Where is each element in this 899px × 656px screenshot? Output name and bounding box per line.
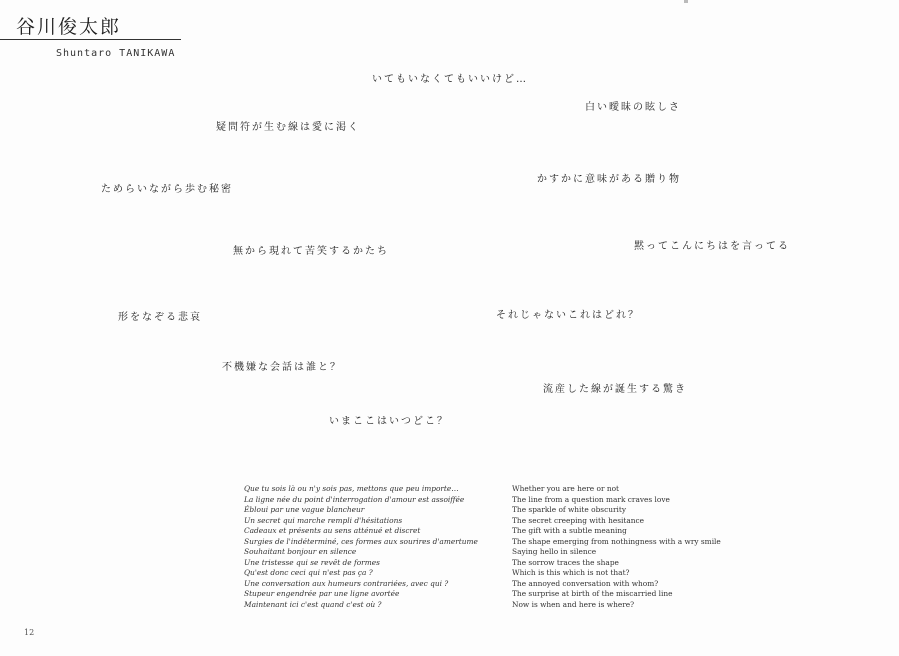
author-name-en: Shuntaro TANIKAWA (56, 48, 176, 59)
poem-english-column (512, 484, 721, 610)
page-number: 12 (24, 628, 35, 637)
poem-jp-line: 形をなぞる悲哀 (118, 312, 202, 323)
poem-jp-line: 不機嫌な会話は誰と？ (222, 362, 342, 373)
author-name-jp: 谷川俊太郎 (16, 16, 122, 38)
poem-en-line: The surprise at birth of the miscarried line (512, 589, 673, 598)
poem-fr-line: Souhaitant bonjour en silence (244, 547, 357, 556)
scan-mark (684, 0, 688, 3)
poem-en-line: The annoyed conversation with whom? (512, 578, 659, 588)
poem-jp-line: いまここはいつどこ？ (329, 416, 449, 427)
poem-jp-line: 黙ってこんにちはを言ってる (634, 241, 790, 252)
poem-fr-line: Que tu sois là ou n'y sois pas, mettons que peu importe… (244, 484, 459, 493)
poem-en-line: The shape emerging from nothingness with a wry smile (512, 536, 721, 546)
poem-fr-line: Cadeaux et présents au sens atténué et discret (244, 526, 421, 535)
poem-fr-line: Maintenant ici c'est quand c'est où ? (244, 599, 382, 609)
poem-fr-line: Surgies de l'indéterminé, ces formes aux sourires d'amertume (244, 536, 478, 546)
poem-en-line: Saying hello in silence (512, 547, 597, 556)
poem-jp-line: ためらいながら歩む秘密 (101, 184, 233, 195)
poem-en-line: Now is when and here is where? (512, 599, 635, 609)
poem-fr-line: Ébloui par une vague blancheur (244, 505, 365, 514)
poem-en-line: The sparkle of white obscurity (512, 505, 627, 514)
poem-en-line: The secret creeping with hesitance (512, 515, 645, 525)
header-rule (0, 39, 181, 40)
poem-french-column (244, 484, 478, 610)
poem-fr-line: Un secret qui marche rempli d'hésitations (244, 515, 403, 525)
poem-fr-line: Stupeur engendrée par une ligne avortée (244, 589, 400, 598)
poem-en-line: The sorrow traces the shape (512, 557, 619, 567)
poem-fr-line: Une tristesse qui se revêt de formes (244, 557, 380, 567)
poem-jp-line: それじゃないこれはどれ？ (496, 310, 640, 321)
poem-jp-line: 無から現れて苦笑するかたち (233, 246, 389, 257)
poem-jp-line: かすかに意味がある贈り物 (537, 174, 681, 185)
poem-en-line: The gift with a subtle meaning (512, 526, 627, 535)
poem-jp-line: 流産した線が誕生する驚き (543, 384, 687, 395)
poem-fr-line: Une conversation aux humeurs contrariées, avec qui ? (244, 578, 449, 588)
poem-jp-line: 白い曖昧の眩しさ (585, 102, 681, 113)
poem-jp-line: いてもいなくてもいいけど… (372, 74, 528, 85)
poem-en-line: Whether you are here or not (512, 484, 620, 493)
poem-fr-line: Qu'est donc ceci qui n'est pas ça ? (244, 568, 373, 577)
poem-fr-line: La ligne née du point d'interrogation d'amour est assoiffée (244, 494, 465, 504)
poem-en-line: The line from a question mark craves love (512, 494, 670, 504)
poem-en-line: Which is this which is not that? (512, 568, 630, 577)
poem-jp-line: 疑問符が生む線は愛に渇く (216, 122, 360, 133)
